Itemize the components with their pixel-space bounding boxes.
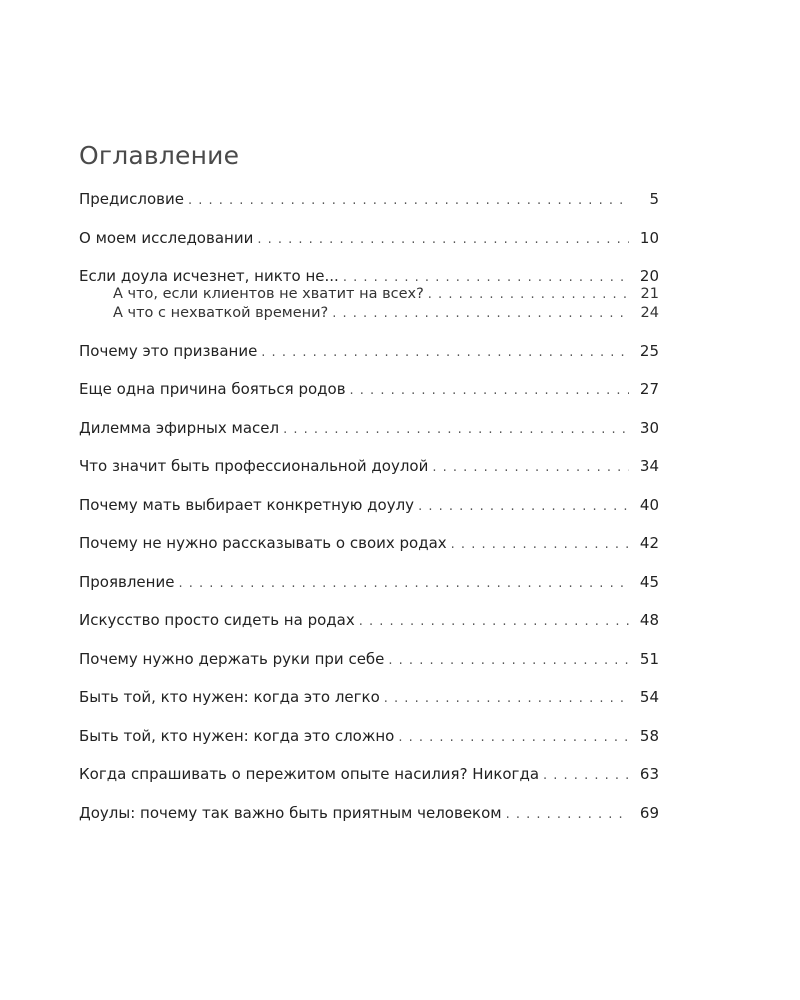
dot-leader (414, 496, 629, 518)
toc-entry-page: 5 (649, 190, 659, 208)
dot-leader (502, 804, 629, 826)
toc-subentry-page: 24 (640, 305, 659, 321)
toc-entry-label: Быть той, кто нужен: когда это легко (79, 688, 380, 706)
dot-leader (355, 611, 629, 633)
toc-title: Оглавление (79, 141, 240, 170)
toc-entry-page: 42 (639, 534, 659, 552)
toc-entry[interactable] (79, 763, 659, 785)
toc-entry[interactable] (79, 227, 659, 249)
dot-leader (328, 304, 629, 323)
toc-entry-page: 20 (639, 267, 659, 285)
toc-entry-label: Почему мать выбирает конкретную доулу (79, 495, 415, 514)
dot-leader (346, 380, 629, 402)
dot-leader (380, 688, 629, 710)
toc-entry[interactable] (79, 455, 659, 477)
dot-leader (447, 534, 629, 556)
toc-entry-page: 30 (639, 418, 659, 437)
table-of-contents (79, 138, 659, 824)
toc-entry[interactable] (79, 802, 659, 824)
dot-leader (184, 190, 629, 212)
dot-leader (257, 342, 629, 364)
toc-subentry-label: А что, если клиентов не хватит на всех? (113, 286, 424, 302)
dot-leader (384, 650, 629, 672)
toc-entry-label: Почему нужно держать руки при себе (79, 649, 385, 668)
toc-entry[interactable] (79, 494, 659, 516)
dot-leader (539, 765, 629, 787)
toc-entry-page: 54 (639, 688, 659, 706)
dot-leader (279, 419, 629, 441)
toc-entry-page: 25 (639, 341, 659, 360)
toc-subentry-label: А что с нехваткой времени? (113, 305, 329, 321)
dot-leader (253, 229, 629, 251)
toc-entry-label: Доулы: почему так важно быть приятным человеком (79, 803, 502, 822)
toc-entry-page: 27 (639, 380, 659, 398)
toc-list (79, 188, 659, 824)
dot-leader (428, 457, 629, 479)
toc-entry[interactable] (79, 265, 659, 287)
dot-leader (424, 285, 629, 304)
toc-entry-page: 48 (639, 611, 659, 629)
toc-entry[interactable] (79, 571, 659, 593)
toc-entry-label: Еще одна причина бояться родов (79, 380, 346, 398)
toc-entry-page: 69 (639, 803, 659, 822)
toc-entry-page: 34 (639, 457, 659, 475)
toc-entry-page: 58 (639, 726, 659, 745)
toc-entry[interactable] (79, 340, 659, 362)
toc-entry-page: 63 (639, 765, 659, 783)
toc-entry-label: Если доула исчезнет, никто не... (79, 267, 339, 285)
toc-entry[interactable] (79, 378, 659, 400)
toc-entry-page: 45 (639, 572, 659, 591)
toc-entry[interactable] (79, 188, 659, 210)
toc-entry[interactable] (79, 532, 659, 554)
dot-leader (174, 573, 629, 595)
toc-entry-page: 10 (639, 228, 659, 247)
toc-entry-label: Проявление (79, 572, 175, 591)
toc-entry-label: Почему это призвание (79, 341, 258, 360)
toc-entry[interactable] (79, 686, 659, 708)
toc-entry[interactable] (79, 609, 659, 631)
toc-subentry-page: 21 (640, 286, 659, 302)
toc-entry-label: Дилемма эфирных масел (79, 418, 280, 437)
toc-entry[interactable] (79, 725, 659, 747)
toc-entry-label: Предисловие (79, 190, 184, 208)
toc-subentry[interactable] (79, 304, 659, 323)
toc-subentry[interactable] (79, 285, 659, 304)
toc-entry-page: 40 (639, 495, 659, 514)
toc-entry-label: О моем исследовании (79, 228, 254, 247)
toc-entry[interactable] (79, 648, 659, 670)
toc-entry[interactable] (79, 417, 659, 439)
dot-leader (394, 727, 629, 749)
toc-entry-label: Почему не нужно рассказывать о своих родах (79, 534, 447, 552)
toc-entry-label: Когда спрашивать о пережитом опыте насилия? Никогда (79, 765, 540, 783)
toc-entry-label: Что значит быть профессиональной доулой (79, 457, 429, 475)
toc-entry-page: 51 (639, 649, 659, 668)
toc-entry-label: Быть той, кто нужен: когда это сложно (79, 726, 395, 745)
toc-entry-label: Искусство просто сидеть на родах (79, 611, 355, 629)
